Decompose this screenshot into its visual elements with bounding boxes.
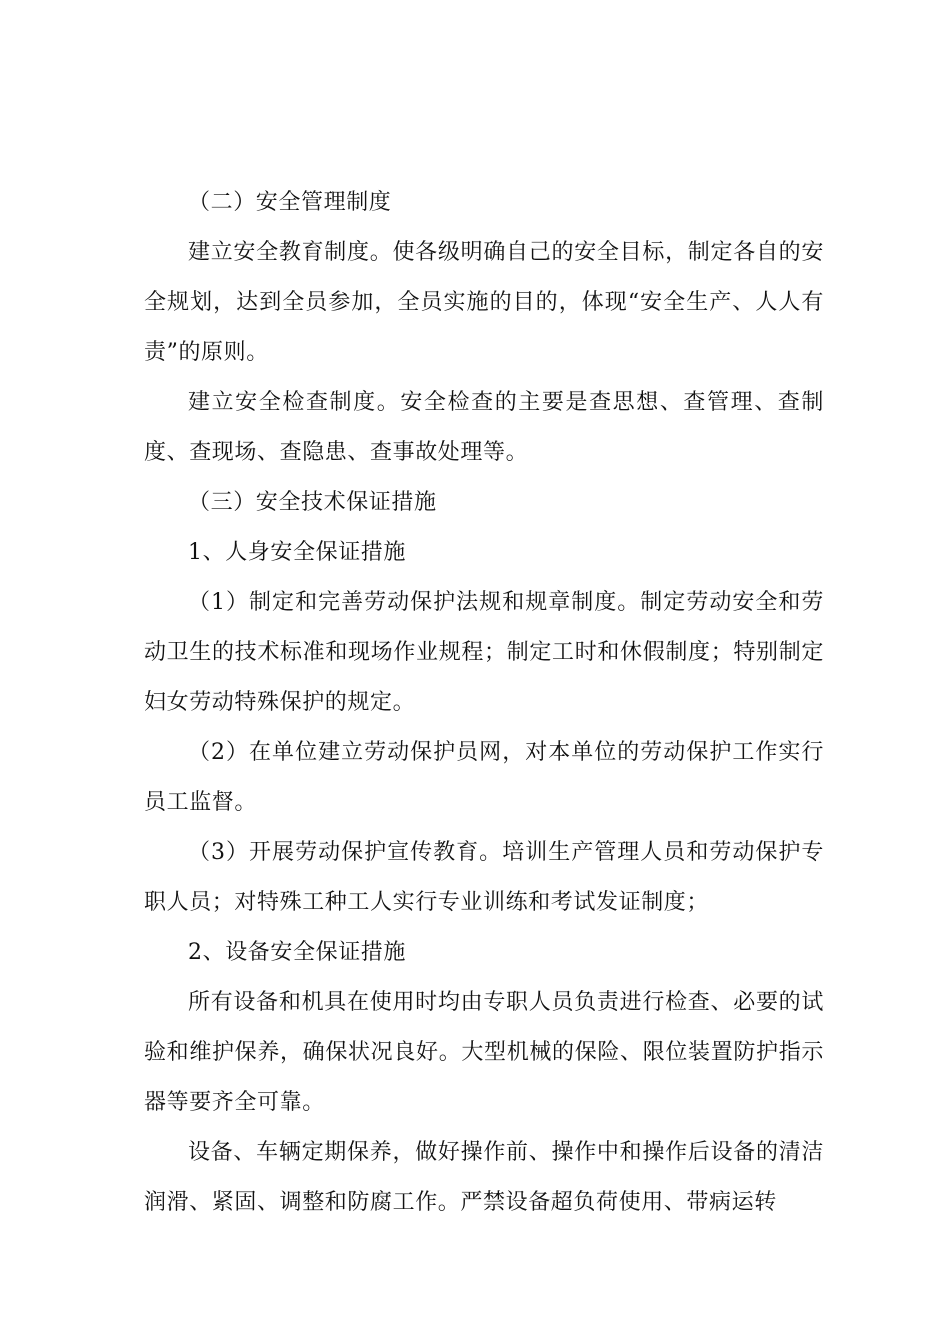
paragraph-equipment-maintenance: 设备、车辆定期保养，做好操作前、操作中和操作后设备的清洁润滑、紧固、调整和防腐工作。严禁设备超负荷使用、带病运转 bbox=[144, 1140, 824, 1215]
subheading-equipment-safety: 2、设备安全保证措施 bbox=[188, 940, 406, 965]
section-heading-technical-measures: （三）安全技术保证措施 bbox=[188, 490, 437, 515]
section-heading-management: （二）安全管理制度 bbox=[188, 190, 392, 215]
paragraph-item-3: （3）开展劳动保护宣传教育。培训生产管理人员和劳动保护专职人员；对特殊工种工人实行专业训练和考试发证制度； bbox=[144, 840, 824, 915]
paragraph-inspection-system: 建立安全检查制度。安全检查的主要是查思想、查管理、查制度、查现场、查隐患、查事故处理等。 bbox=[144, 390, 824, 465]
paragraph-item-1: （1）制定和完善劳动保护法规和规章制度。制定劳动安全和劳动卫生的技术标准和现场作业规程；制定工时和休假制度；特别制定妇女劳动特殊保护的规定。 bbox=[144, 590, 824, 715]
paragraph-education-system: 建立安全教育制度。使各级明确自己的安全目标，制定各自的安全规划，达到全员参加，全员实施的目的，体现“安全生产、人人有责”的原则。 bbox=[144, 240, 824, 365]
document-body bbox=[144, 178, 824, 1228]
subheading-personal-safety: 1、人身安全保证措施 bbox=[188, 540, 406, 565]
paragraph-equipment-inspection: 所有设备和机具在使用时均由专职人员负责进行检查、必要的试验和维护保养，确保状况良好。大型机械的保险、限位装置防护指示器等要齐全可靠。 bbox=[144, 990, 824, 1115]
paragraph-item-2: （2）在单位建立劳动保护员网，对本单位的劳动保护工作实行员工监督。 bbox=[144, 740, 824, 815]
